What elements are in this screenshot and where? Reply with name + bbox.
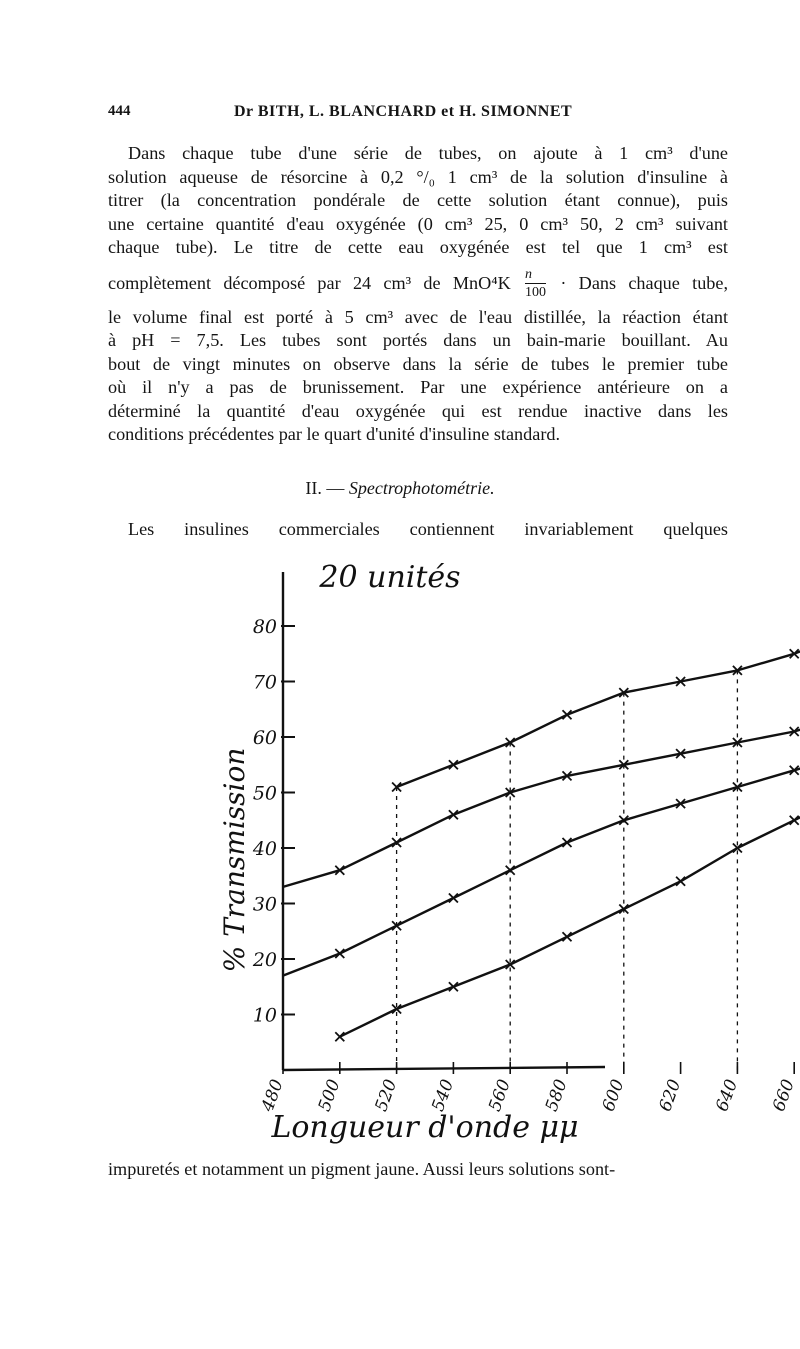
text-line: bout de vingt minutes on observe dans la série de tubes le premier tube (108, 353, 728, 374)
data-point (449, 893, 458, 902)
series-line-A (340, 793, 800, 1037)
paragraph-3 (108, 1158, 728, 1182)
text-line: conditions précédentes par le quart d'unité d'insuline standard. (108, 424, 561, 444)
y-tick-label: 50 (252, 782, 277, 805)
text-line: titrer (la concentration pondérale de cette solution étant connue), puis (108, 190, 728, 210)
y-tick-label: 60 (252, 727, 277, 749)
y-axis-label: % Transmission (218, 747, 251, 973)
x-tick-label: 500 (314, 1076, 345, 1115)
text-line: à pH = 7,5. Les tubes sont portés dans un bain-marie bouillant. Au (108, 330, 728, 350)
text-line: chaque tube). Le titre de cette eau oxygénée est tel que 1 cm³ est (108, 237, 728, 257)
x-tick-label: 640 (712, 1076, 743, 1115)
text-segment: complètement décomposé par 24 cm³ de MnO⁴K (108, 272, 511, 293)
fraction-numerator: n (525, 267, 533, 283)
data-point (392, 838, 401, 847)
fraction-denominator: 100 (525, 285, 547, 301)
text-line: Les insulines commerciales contiennent invariablement quelques (128, 519, 728, 539)
text-line: le volume final est porté à 5 cm³ avec de l'eau distillée, la réaction étant (108, 306, 728, 327)
text-line: Dans chaque tube d'une série de tubes, on ajoute à 1 cm³ d'une (128, 143, 728, 163)
y-tick-label: 70 (252, 671, 277, 694)
x-tick-label: 580 (541, 1076, 572, 1115)
text-line: déterminé la quantité d'eau oxygénée qui est rendue inactive dans les (108, 400, 728, 421)
y-tick-label: 20 (252, 949, 277, 971)
data-point (676, 877, 685, 886)
x-axis-label: Longueur d'onde μμ (271, 1110, 579, 1145)
running-head: Dr BITH, L. BLANCHARD et H. SIMONNET (234, 103, 573, 120)
x-tick-label: 600 (598, 1076, 629, 1115)
x-tick-label: 620 (655, 1076, 686, 1115)
section-title: Spectrophotométrie. (348, 478, 495, 498)
series-line-B (283, 754, 800, 976)
y-tick-label: 80 (252, 616, 277, 638)
text-line: où il n'y a pas de brunissement. Par une expérience antérieure on a (108, 377, 728, 397)
x-tick-label: 480 (257, 1076, 288, 1115)
data-point (563, 932, 572, 941)
text-line: impuretés et notamment un pigment jaune. Aussi leurs solutions sont- (108, 1159, 616, 1179)
y-tick-label: 40 (252, 838, 277, 860)
y-tick-label: 10 (252, 1004, 277, 1027)
text-line: une certaine quantité d'eau oxygénée (0 cm³ 25, 0 cm³ 50, 2 cm³ suivant (108, 213, 728, 234)
x-axis (283, 1067, 605, 1070)
chart-title: 20 unités (319, 560, 461, 595)
section-number: II. (305, 478, 322, 498)
data-point (506, 866, 515, 875)
x-tick-label: 520 (371, 1076, 402, 1115)
data-point (790, 816, 799, 825)
x-tick-label: 560 (485, 1076, 515, 1115)
series-line-C (283, 715, 800, 887)
text-segment: · Dans chaque tube, (560, 272, 729, 293)
text-line: solution aqueuse de résorcine à 0,2 °/₀ 1 cm³ de la solution d'insuline à (108, 166, 728, 187)
section-dash: — (326, 478, 345, 498)
data-point (335, 1032, 344, 1041)
page-number: 444 (108, 103, 131, 119)
x-tick-label: 660 (769, 1076, 799, 1115)
x-tick-label: 540 (428, 1076, 459, 1115)
y-tick-label: 30 (252, 893, 277, 916)
series-line-D (397, 632, 800, 788)
